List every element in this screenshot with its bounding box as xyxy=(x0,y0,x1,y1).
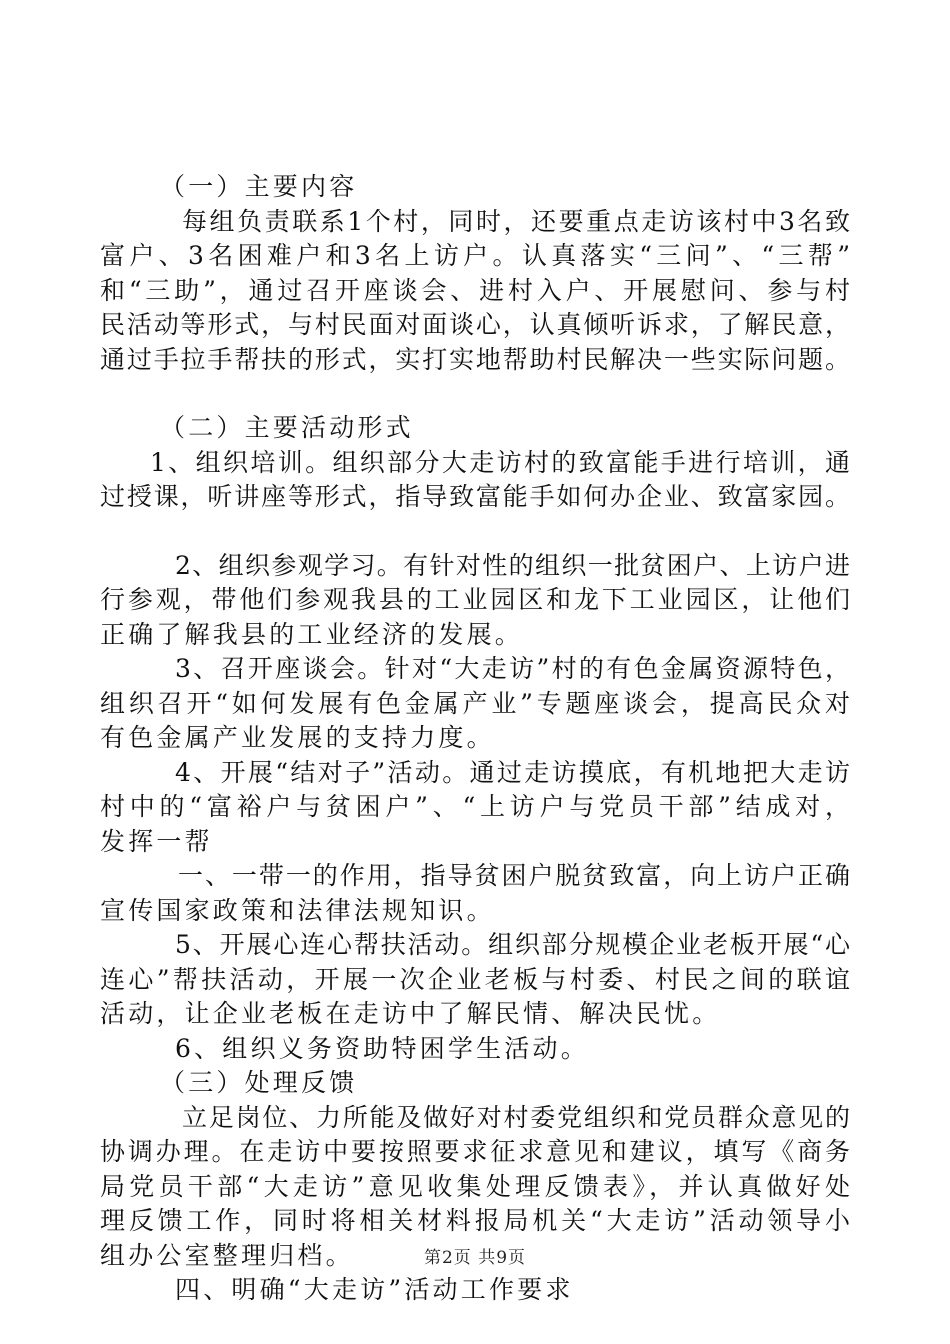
page-number-footer: 第2页 共9页 xyxy=(423,1248,527,1268)
paragraph-line: 宣传国家政策和法律法规知识。 xyxy=(100,895,495,925)
paragraph-line: 5、开展心连心帮扶活动。组织部分规模企业老板开展“心 xyxy=(175,930,850,959)
paragraph-line: 组办公室整理归档。 xyxy=(100,1240,354,1270)
paragraph-line: 有色金属产业发展的支持力度。 xyxy=(100,723,495,752)
document-body xyxy=(100,170,850,1308)
paragraph-line: 和“三助”，通过召开座谈会、进村入户、开展慰问、参与村 xyxy=(100,275,850,305)
paragraph-line: 每组负责联系1个村，同时，还要重点走访该村中3名致 xyxy=(182,206,850,236)
paragraph-line: 过授课，听讲座等形式，指导致富能手如何办企业、致富家园。 xyxy=(100,482,850,511)
paragraph-line: 3、召开座谈会。针对“大走访”村的有色金属资源特色， xyxy=(175,654,850,683)
paragraph-line: 2、组织参观学习。有针对性的组织一批贫困户、上访户进 xyxy=(175,550,850,580)
paragraph-line: 行参观，带他们参观我县的工业园区和龙下工业园区，让他们 xyxy=(100,585,850,614)
paragraph-line: 通过手拉手帮扶的形式，实打实地帮助村民解决一些实际问题。 xyxy=(100,344,850,374)
paragraph-line: 发挥一帮 xyxy=(100,826,213,856)
section-heading-activity-forms: （二）主要活动形式 xyxy=(160,413,414,442)
paragraph-line: 组织召开“如何发展有色金属产业”专题座谈会，提高民众对 xyxy=(100,688,850,718)
paragraph-line: 协调办理。在走访中要按照要求征求意见和建议，填写《商务 xyxy=(100,1137,850,1166)
paragraph-line: 活动，让企业老板在走访中了解民情、解决民忧。 xyxy=(100,999,721,1028)
section-heading-main-content: （一）主要内容 xyxy=(160,172,358,201)
paragraph-line: 民活动等形式，与村民面对面谈心，认真倾听诉求，了解民意， xyxy=(100,310,850,339)
paragraph-line: 1、组织培训。组织部分大走访村的致富能手进行培训，通 xyxy=(150,447,850,477)
paragraph-line: 6、组织义务资助特困学生活动。 xyxy=(175,1033,589,1063)
paragraph-line: 富户、3名困难户和3名上访户。认真落实“三问”、“三帮” xyxy=(100,241,850,270)
paragraph-line: 村中的“富裕户与贫困户”、“上访户与党员干部”结成对， xyxy=(100,792,850,821)
paragraph-line: 局党员干部“大走访”意见收集处理反馈表》，并认真做好处 xyxy=(100,1171,850,1201)
paragraph-line: 立足岗位、力所能及做好对村委党组织和党员群众意见的 xyxy=(182,1102,850,1132)
paragraph-line: 理反馈工作，同时将相关材料报局机关“大走访”活动领导小 xyxy=(100,1206,850,1235)
section-heading-requirements: 四、明确“大走访”活动工作要求 xyxy=(175,1275,574,1304)
paragraph-line: 正确了解我县的工业经济的发展。 xyxy=(100,619,524,649)
paragraph-line: 4、开展“结对子”活动。通过走访摸底，有机地把大走访 xyxy=(175,757,850,787)
section-heading-feedback: （三）处理反馈 xyxy=(160,1068,358,1097)
paragraph-line: 一、一带一的作用，指导贫困户脱贫致富，向上访户正确 xyxy=(178,861,850,890)
paragraph-line: 连心”帮扶活动，开展一次企业老板与村委、村民之间的联谊 xyxy=(100,964,850,994)
